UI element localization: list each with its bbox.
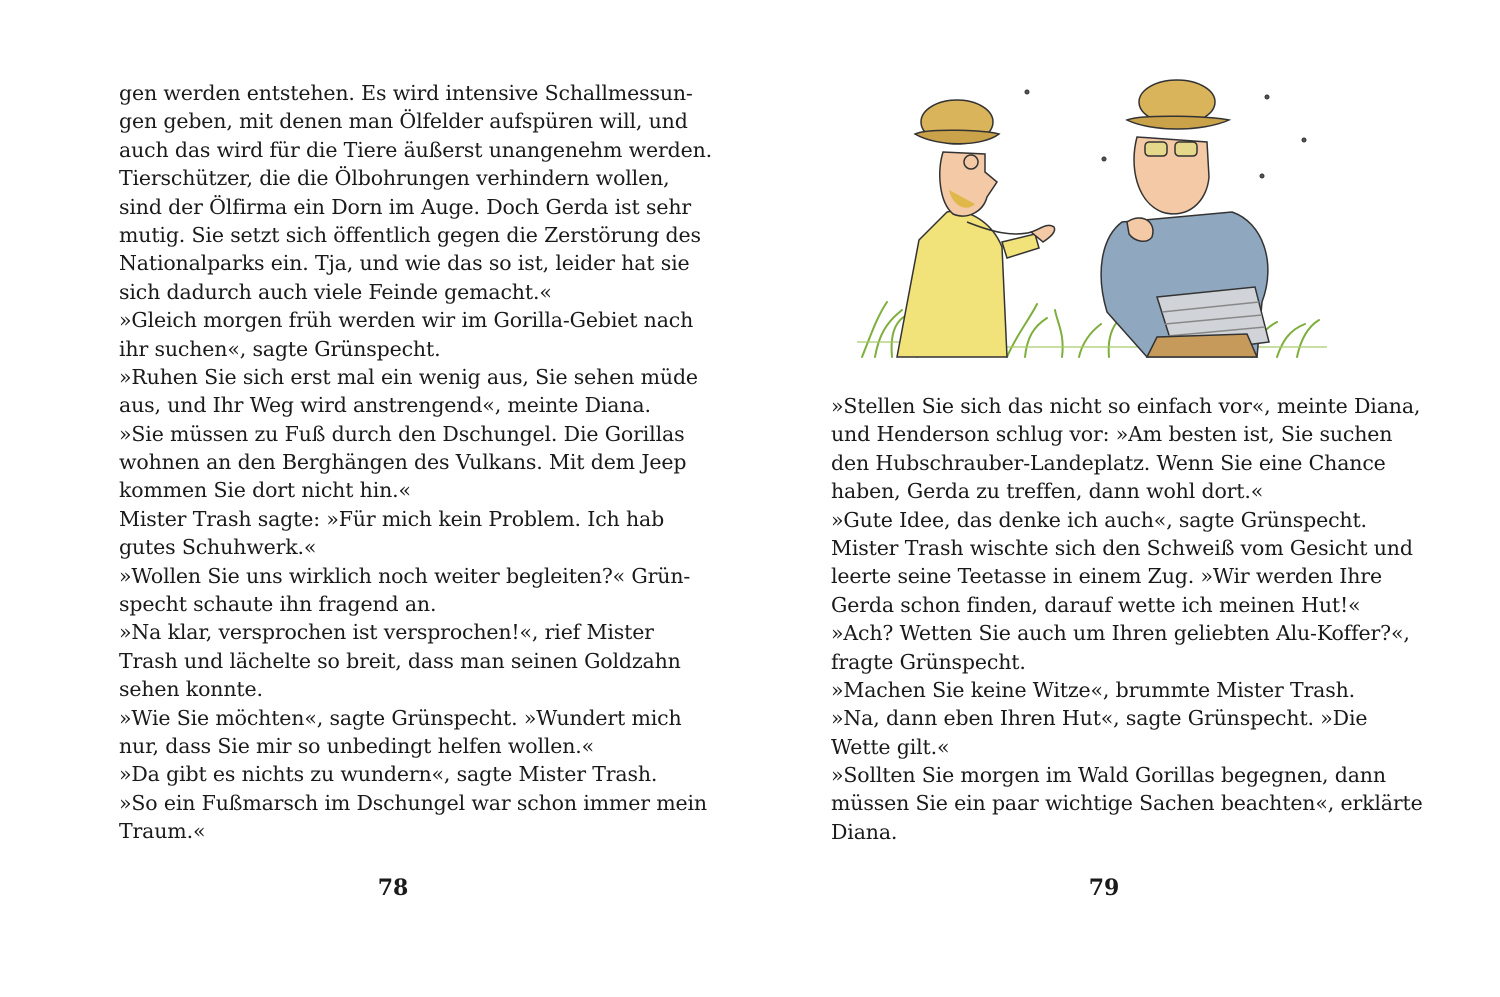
text-line: Nationalparks ein. Tja, und wie das so ist, leider hat sie	[119, 251, 690, 276]
text-line: fragte Grünspecht.	[831, 649, 1026, 674]
text-line: »Da gibt es nichts zu wundern«, sagte Mister Trash.	[119, 762, 658, 787]
text-line: gen werden entstehen. Es wird intensive Schallmessun-	[119, 81, 693, 105]
text-line: Traum.«	[119, 819, 206, 844]
text-line: »So ein Fußmarsch im Dschungel war schon immer mein	[119, 790, 707, 815]
text-line: »Ruhen Sie sich erst mal ein wenig aus, Sie sehen müde	[119, 364, 698, 389]
right-page	[750, 0, 1500, 997]
text-line: auch das wird für die Tiere äußerst unangenehm werden.	[119, 137, 713, 162]
text-line: den Hubschrauber-Landeplatz. Wenn Sie eine Chance	[831, 450, 1386, 475]
text-line: müssen Sie ein paar wichtige Sachen beachten«, erklärte	[831, 791, 1423, 816]
text-line: specht schaute ihn fragend an.	[119, 592, 437, 617]
text-line: »Sie müssen zu Fuß durch den Dschungel. Die Gorillas	[119, 421, 685, 446]
text-line: »Wie Sie möchten«, sagte Grünspecht. »Wundert mich	[119, 705, 682, 730]
text-line: nur, dass Sie mir so unbedingt helfen wollen.«	[119, 733, 595, 758]
text-line: mutig. Sie setzt sich öffentlich gegen die Zerstörung des	[119, 222, 701, 247]
text-line: »Gute Idee, das denke ich auch«, sagte Grünspecht.	[831, 507, 1367, 532]
text-line: und Henderson schlug vor: »Am besten ist, Sie suchen	[831, 422, 1393, 447]
text-line: sich dadurch auch viele Feinde gemacht.«	[119, 279, 552, 304]
text-line: »Na klar, versprochen ist versprochen!«, rief Mister	[119, 620, 654, 645]
text-line: »Wollen Sie uns wirklich noch weiter begleiten?« Grün-	[119, 563, 691, 588]
text-line: »Na, dann eben Ihren Hut«, sagte Grünspecht. »Die	[831, 706, 1368, 731]
text-line: ihr suchen«, sagte Grünspecht.	[119, 336, 441, 361]
text-line: haben, Gerda zu treffen, dann wohl dort.«	[831, 479, 1264, 504]
text-line: »Machen Sie keine Witze«, brummte Mister Trash.	[831, 677, 1356, 702]
text-line: »Sollten Sie morgen im Wald Gorillas begegnen, dann	[831, 763, 1386, 788]
text-line: sehen konnte.	[119, 677, 263, 702]
text-line: Mister Trash sagte: »Für mich kein Problem. Ich hab	[119, 506, 665, 531]
text-line: kommen Sie dort nicht hin.«	[119, 478, 411, 503]
page-number: 78	[377, 875, 409, 901]
left-man	[897, 100, 1055, 357]
text-line: Trash und lächelte so breit, dass man seinen Goldzahn	[119, 648, 681, 673]
right-man	[1101, 80, 1269, 357]
text-line: Mister Trash wischte sich den Schweiß vom Gesicht und	[831, 535, 1413, 560]
text-line: »Stellen Sie sich das nicht so einfach vor«, meinte Diana,	[831, 394, 1421, 418]
text-line: Wette gilt.«	[831, 734, 950, 759]
text-line: leerte seine Teetasse in einem Zug. »Wir werden Ihre	[831, 564, 1382, 589]
page-number: 79	[1088, 875, 1120, 901]
left-page-text	[119, 79, 713, 846]
right-page-text	[831, 392, 1423, 846]
text-line: wohnen an den Berghängen des Vulkans. Mit dem Jeep	[119, 450, 687, 475]
text-line: Tierschützer, die die Ölbohrungen verhindern wollen,	[119, 166, 670, 191]
text-line: »Gleich morgen früh werden wir im Gorilla-Gebiet nach	[119, 308, 694, 333]
text-line: »Ach? Wetten Sie auch um Ihren geliebten Alu-Koffer?«,	[831, 621, 1410, 646]
text-line: aus, und Ihr Weg wird anstrengend«, meinte Diana.	[119, 393, 651, 418]
illustration-icon	[857, 72, 1327, 362]
text-line: Diana.	[831, 819, 898, 844]
text-line: gen geben, mit denen man Ölfelder aufspüren will, und	[119, 109, 688, 134]
text-line: gutes Schuhwerk.«	[119, 535, 317, 560]
text-line: sind der Ölfirma ein Dorn im Auge. Doch Gerda ist sehr	[119, 194, 692, 219]
text-line: Gerda schon finden, darauf wette ich meinen Hut!«	[831, 592, 1361, 617]
